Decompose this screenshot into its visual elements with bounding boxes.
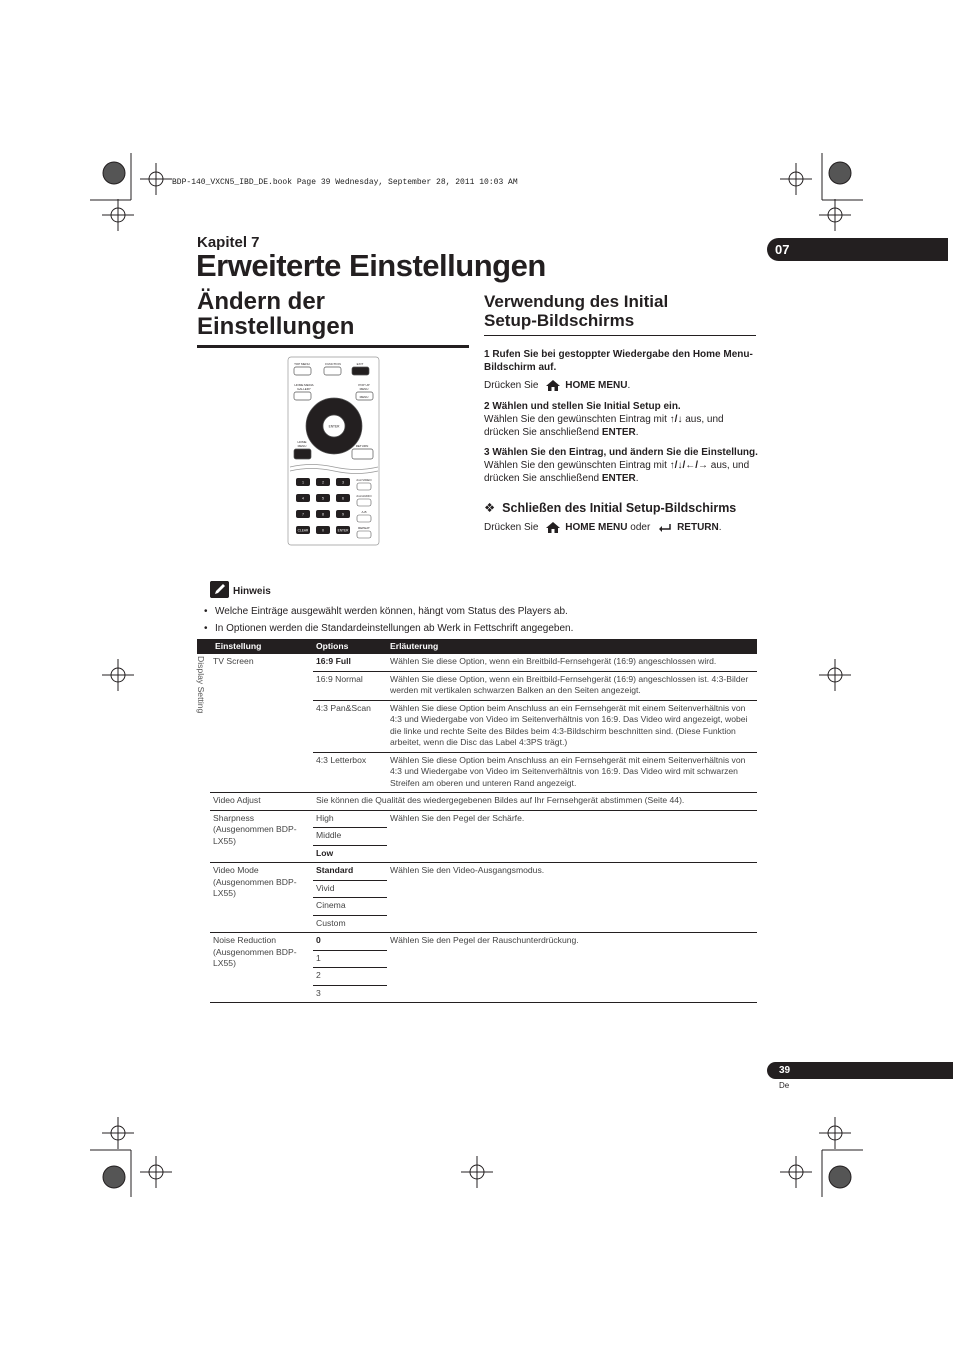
table-row: Noise Reduction (Ausgenommen BDP-LX55) 0 Wählen Sie den Pegel der Rauschunterdrückung.	[197, 933, 757, 951]
table-row: Video Adjust Sie können die Qualität des wiedergegebenen Bildes auf Ihr Fernsehgerät abstimmen (Seite 44).	[197, 793, 757, 811]
table-row: Video Mode (Ausgenommen BDP-LX55) Standard Wählen Sie den Video-Ausgangsmodus.	[197, 863, 757, 881]
arrow-keys-icon: ↑/↓/←/→	[669, 460, 709, 472]
setup-steps	[484, 348, 759, 534]
arrow-up-down-icon: ↑/↓	[669, 414, 683, 426]
table-row: 2	[197, 968, 757, 986]
table-row: Custom	[197, 915, 757, 933]
close-setup-instruction: Drücken Sie HOME MENU oder RETURN.	[484, 522, 722, 534]
note-bullets	[204, 603, 573, 637]
diamond-bullet-icon: ❖	[484, 501, 496, 516]
top-menu-label: TOP MENU	[294, 362, 310, 366]
table-row: Middle	[197, 828, 757, 846]
section-rule	[197, 345, 469, 348]
menu-label: MENU	[359, 395, 369, 399]
popup-label: POP UP	[358, 383, 370, 387]
return-icon	[657, 521, 673, 534]
function-label: FUNCTION	[325, 362, 341, 366]
print-info: BDP-140_VXCN5_IBD_DE.book Page 39 Wednesday, September 28, 2011 10:03 AM	[172, 178, 518, 187]
home-icon	[545, 379, 561, 392]
table-row: 16:9 Normal Wählen Sie diese Option, wenn ein Breitbild-Fernsehgerät (16:9) angeschlossen ist. 4:3-Bilder werden mit vertikalen schwarzen Balken an den Seiten angezeigt.	[197, 671, 757, 700]
home-icon	[545, 521, 561, 534]
step-1: 1 Rufen Sie bei gestoppter Wiedergabe den Home Menu-Bildschirm auf. Drücken Sie HOME MENU.	[484, 349, 753, 392]
enter-key-label: ENTER	[328, 424, 340, 429]
side-label: 2nd AUDIO	[356, 494, 372, 498]
chapter-title: Erweiterte Einstellungen	[196, 248, 546, 283]
home-menu-label: MENU	[297, 444, 307, 448]
table-end-rule	[197, 1003, 757, 1004]
note-label: Hinweis	[233, 586, 271, 597]
remote-key-label: 1	[302, 480, 304, 485]
table-row: TV Screen 16:9 Full Wählen Sie diese Option, wenn ein Breitbild-Fernsehgerät (16:9) angeschlossen wird.	[197, 654, 757, 671]
remote-key-label: 5	[322, 496, 324, 501]
display-setting-label: Display Setting	[196, 656, 206, 714]
table-row: 1	[197, 950, 757, 968]
side-label: 2nd VIDEO	[356, 478, 372, 482]
remote-key-label: 7	[302, 512, 304, 517]
remote-key-label: 9	[342, 512, 344, 517]
section-title-left: Ändern der Einstellungen	[197, 288, 355, 340]
table-row: Sharpness (Ausgenommen BDP-LX55) High Wählen Sie den Pegel der Schärfe.	[197, 810, 757, 828]
remote-key-label: 4	[302, 496, 304, 501]
chapter-tab: 07	[767, 238, 948, 261]
remote-key-label: CLEAR	[297, 528, 309, 533]
table-row: Vivid	[197, 880, 757, 898]
note-bullet: • Welche Einträge ausgewählt werden können, hängt vom Status des Players ab.	[204, 603, 573, 620]
step-3: 3 Wählen Sie den Eintrag, und ändern Sie die Einstellung. Wählen Sie den gewünschten Eintrag mit ↑/↓/←/→ aus, und drücken Sie anschließend ENTER.	[484, 447, 758, 485]
note-pencil-icon	[210, 581, 229, 598]
remote-key-label: 8	[322, 512, 324, 517]
home-label: HOME	[297, 440, 307, 444]
settings-table	[197, 639, 757, 1003]
table-header: Einstellung Options Erläuterung	[197, 639, 757, 654]
note-bullet: • In Optionen werden die Standardeinstellungen ab Werk in Fettschrift angegeben.	[204, 620, 573, 637]
gallery-label: GALLERY	[297, 387, 311, 391]
section-rule	[484, 335, 756, 336]
home-media-label: HOME MEDIA	[294, 383, 314, 387]
table-row: Low	[197, 845, 757, 863]
exit-label: EXIT	[356, 362, 364, 366]
remote-control-illustration	[286, 356, 381, 546]
side-label: A-B	[361, 510, 367, 514]
popup-menu-label: MENU	[359, 387, 369, 391]
remote-key-label: 2	[322, 480, 324, 485]
side-label: REPEAT	[358, 526, 370, 530]
close-setup-heading: ❖ Schließen des Initial Setup-Bildschirms	[484, 501, 737, 516]
return-label: RETURN	[355, 444, 369, 448]
table-row: 4:3 Letterbox Wählen Sie diese Option beim Anschluss an ein Fernsehgerät mit einem Seitenverhältnis von 4:3 und Wiedergabe von Video im Seitenverhältnis von 16:9. Das Video wird mit schwarzen Streifen am oberen und unteren Rand angezeigt.	[197, 752, 757, 793]
remote-key-label: 3	[342, 480, 344, 485]
section-title-right: Verwendung des Initial Setup-Bildschirms	[484, 292, 669, 330]
table-row: 4:3 Pan&Scan Wählen Sie diese Option beim Anschluss an ein Fernsehgerät mit einem Seitenverhältnis von 4:3 und Wiedergabe von Video im Seitenverhältnis von 16:9. Das Video wird angezeigt, wobei die linke und rechte Seite des Bildes beim 4:3-Bildschirm beschnitten sind. (Diese Funktion arbeitet, wenn die Disc das Label 4:3PS trägt.)	[197, 700, 757, 752]
chapter-label: Kapitel 7	[197, 234, 260, 251]
remote-key-label: 0	[322, 528, 324, 533]
remote-key-label: ENTER	[337, 528, 349, 533]
language-code: De	[779, 1081, 790, 1090]
page-number: 39	[767, 1062, 953, 1079]
step-2: 2 Wählen und stellen Sie Initial Setup ein. Wählen Sie den gewünschten Eintrag mit ↑/↓ aus, und drücken Sie anschließend ENTER.	[484, 401, 724, 439]
remote-key-label: 6	[342, 496, 344, 501]
table-row: Cinema	[197, 898, 757, 916]
table-row: 3	[197, 985, 757, 1003]
